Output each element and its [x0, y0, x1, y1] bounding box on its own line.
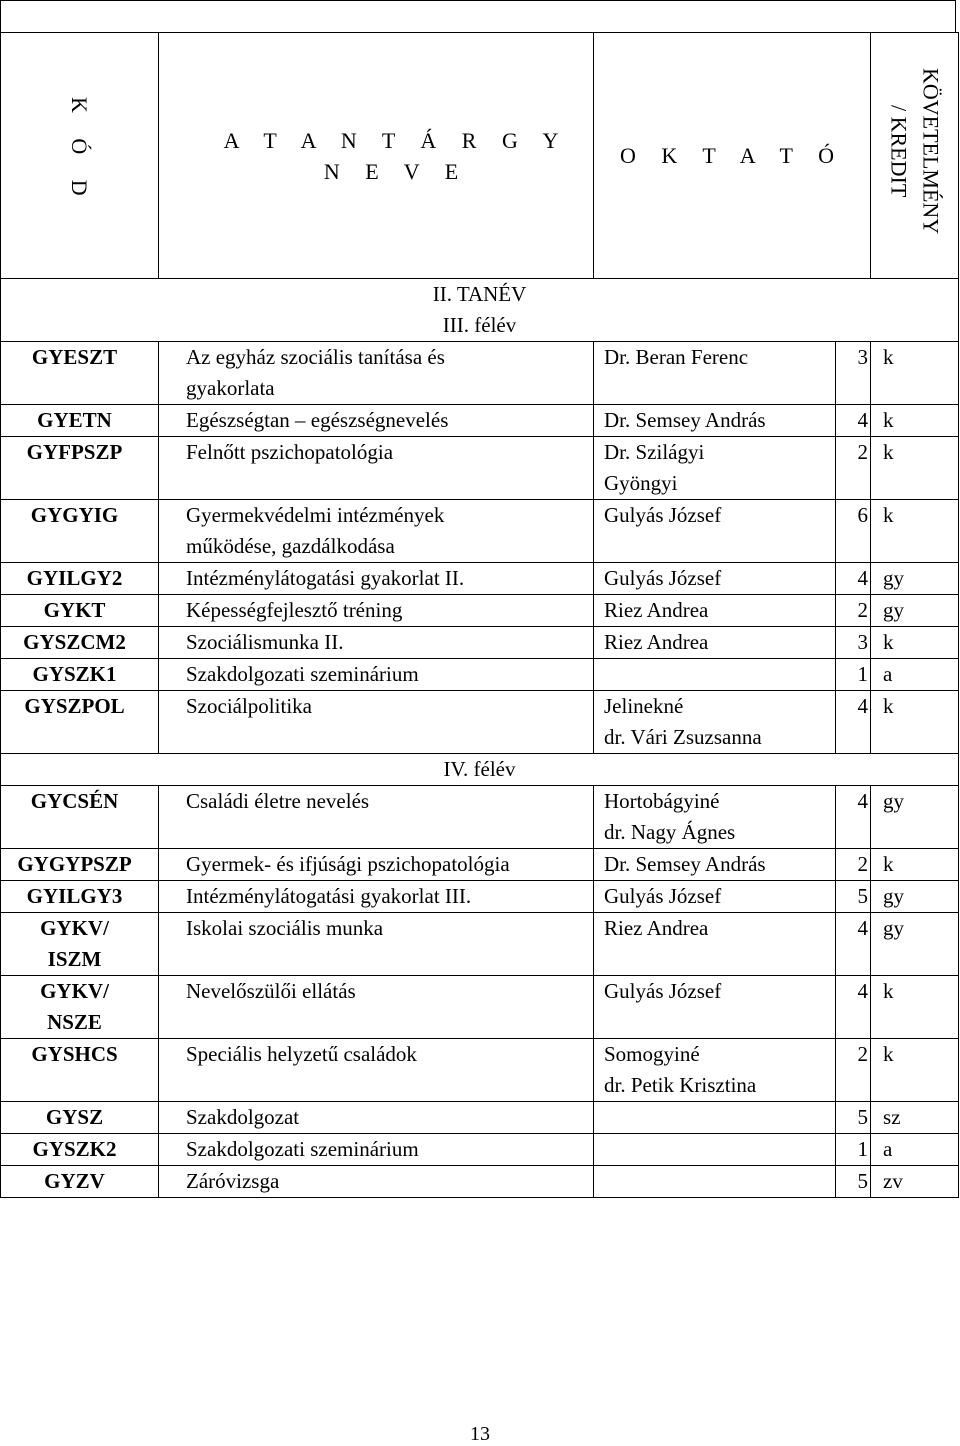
- section-tanev-label: II. TANÉV: [432, 282, 527, 306]
- table-row: [1, 786, 959, 849]
- header-kovetelmeny-cell: [871, 33, 959, 279]
- course-name: [159, 659, 594, 691]
- course-name: [159, 405, 594, 437]
- course-name-line: Szociálpolitika: [186, 694, 312, 718]
- course-code: GYILGY3: [1, 881, 159, 913]
- requirement-type: gy: [871, 881, 959, 913]
- page-number: 13: [470, 1423, 490, 1445]
- course-name: [159, 595, 594, 627]
- course-code-line: NSZE: [47, 1010, 102, 1034]
- credit-value: 4: [836, 563, 871, 595]
- course-name: [159, 1134, 594, 1166]
- table-row: [1, 1039, 959, 1102]
- right-border-stub: [955, 0, 956, 32]
- course-name-line: működése, gazdálkodása: [186, 534, 395, 558]
- course-code: GYSZPOL: [1, 691, 159, 754]
- course-code: GYGYPSZP: [1, 849, 159, 881]
- table-row: [1, 913, 959, 976]
- header-kovetelmeny-line2: / KREDIT: [886, 105, 912, 198]
- instructor-line: Dr. Semsey András: [604, 852, 766, 876]
- requirement-type: k: [871, 976, 959, 1039]
- instructor: [594, 1134, 836, 1166]
- header-kovetelmeny: [883, 68, 947, 234]
- instructor-line: Gulyás József: [604, 979, 722, 1003]
- credit-value: 5: [836, 881, 871, 913]
- course-name-line: Felnőtt pszichopatológia: [186, 440, 394, 464]
- requirement-type: k: [871, 500, 959, 563]
- course-code: GYGYIG: [1, 500, 159, 563]
- course-name-line: Gyermekvédelmi intézmények: [186, 503, 445, 527]
- table-row: [1, 437, 959, 500]
- requirement-type: a: [871, 659, 959, 691]
- credit-value: 2: [836, 595, 871, 627]
- instructor-line: dr. Vári Zsuzsanna: [604, 725, 762, 749]
- instructor-line: dr. Petik Krisztina: [604, 1073, 757, 1097]
- requirement-type: sz: [871, 1102, 959, 1134]
- course-name: [159, 342, 594, 405]
- instructor: [594, 437, 836, 500]
- requirement-type: k: [871, 849, 959, 881]
- instructor: [594, 627, 836, 659]
- header-tantargy-line2: N E V E: [323, 158, 469, 184]
- instructor: [594, 659, 836, 691]
- instructor: [594, 691, 836, 754]
- course-code: GYCSÉN: [1, 786, 159, 849]
- instructor-line: Gulyás József: [604, 503, 722, 527]
- requirement-type: k: [871, 342, 959, 405]
- course-name: [159, 500, 594, 563]
- table-row: [1, 595, 959, 627]
- instructor-line: Hortobágyiné: [604, 789, 720, 813]
- course-name: [159, 1102, 594, 1134]
- course-code-line: GYKV/: [40, 979, 109, 1003]
- credit-value: 4: [836, 691, 871, 754]
- course-name: [159, 1166, 594, 1198]
- credit-value: 6: [836, 500, 871, 563]
- instructor-line: Gyöngyi: [604, 471, 678, 495]
- instructor: [594, 881, 836, 913]
- table-row: [1, 500, 959, 563]
- course-name: [159, 563, 594, 595]
- instructor: [594, 976, 836, 1039]
- requirement-type: k: [871, 691, 959, 754]
- instructor-line: Dr. Beran Ferenc: [604, 345, 749, 369]
- table-row: [1, 691, 959, 754]
- requirement-type: gy: [871, 913, 959, 976]
- requirement-type: zv: [871, 1166, 959, 1198]
- requirement-type: gy: [871, 595, 959, 627]
- instructor: [594, 342, 836, 405]
- instructor-line: Riez Andrea: [604, 916, 709, 940]
- credit-value: 4: [836, 913, 871, 976]
- course-code: GYSZCM2: [1, 627, 159, 659]
- table-row: [1, 342, 959, 405]
- credit-value: 2: [836, 849, 871, 881]
- table-row: [1, 1102, 959, 1134]
- credit-value: 3: [836, 342, 871, 405]
- header-kod-cell: [1, 33, 159, 279]
- course-name-line: Szociálismunka II.: [186, 630, 344, 654]
- instructor: [594, 913, 836, 976]
- table-row: [1, 881, 959, 913]
- course-name: [159, 913, 594, 976]
- course-name-line: Szakdolgozat: [186, 1105, 300, 1129]
- course-name: [159, 627, 594, 659]
- course-name: [159, 691, 594, 754]
- section-tanev: [1, 279, 959, 342]
- credit-value: 5: [836, 1166, 871, 1198]
- course-name-line: Intézménylátogatási gyakorlat II.: [186, 566, 465, 590]
- course-name-line: Családi életre nevelés: [186, 789, 370, 813]
- table-row: [1, 405, 959, 437]
- course-name-line: Nevelőszülői ellátás: [186, 979, 356, 1003]
- course-code: GYSHCS: [1, 1039, 159, 1102]
- course-code: GYESZT: [1, 342, 159, 405]
- header-oktato-cell: [594, 33, 871, 279]
- header-kod: K Ó D: [67, 97, 92, 206]
- requirement-type: k: [871, 627, 959, 659]
- instructor: [594, 849, 836, 881]
- course-name-line: Intézménylátogatási gyakorlat III.: [186, 884, 472, 908]
- curriculum-table: [0, 32, 959, 1198]
- header-row: [1, 33, 959, 279]
- course-code: GYILGY2: [1, 563, 159, 595]
- section-felev-label: III. félév: [442, 313, 517, 337]
- requirement-type: k: [871, 405, 959, 437]
- course-code-line: ISZM: [47, 947, 102, 971]
- course-name-line: Gyermek- és ifjúsági pszichopatológia: [186, 852, 510, 876]
- table-row: [1, 627, 959, 659]
- course-name: [159, 786, 594, 849]
- course-name-line: Iskolai szociális munka: [186, 916, 384, 940]
- instructor-line: Gulyás József: [604, 566, 722, 590]
- header-tantargy-line1: A T A N T Á R G Y: [223, 127, 569, 153]
- course-code: GYETN: [1, 405, 159, 437]
- section-felev-label: IV. félév: [1, 754, 959, 786]
- course-code: GYSZK1: [1, 659, 159, 691]
- requirement-type: k: [871, 1039, 959, 1102]
- course-code: GYSZ: [1, 1102, 159, 1134]
- table-row: [1, 849, 959, 881]
- credit-value: 2: [836, 1039, 871, 1102]
- header-tantargy-cell: [159, 33, 594, 279]
- instructor: [594, 405, 836, 437]
- course-code: GYFPSZP: [1, 437, 159, 500]
- section-row: [1, 754, 959, 786]
- course-code: GYSZK2: [1, 1134, 159, 1166]
- credit-value: 1: [836, 659, 871, 691]
- credit-value: 4: [836, 405, 871, 437]
- course-name-line: Záróvizsga: [186, 1169, 280, 1193]
- credit-value: 4: [836, 976, 871, 1039]
- course-name-line: Speciális helyzetű családok: [186, 1042, 417, 1066]
- instructor-line: Dr. Szilágyi: [604, 440, 705, 464]
- instructor: [594, 1039, 836, 1102]
- course-name-line: Az egyház szociális tanítása és: [186, 345, 445, 369]
- course-name-line: Szakdolgozati szeminárium: [186, 662, 419, 686]
- table-row: [1, 563, 959, 595]
- instructor: [594, 563, 836, 595]
- course-name-line: Szakdolgozati szeminárium: [186, 1137, 419, 1161]
- table-row: [1, 976, 959, 1039]
- instructor: [594, 595, 836, 627]
- header-kovetelmeny-line1: KÖVETELMÉNY: [918, 68, 944, 235]
- course-name-line: gyakorlata: [186, 376, 275, 400]
- instructor: [594, 1102, 836, 1134]
- credit-value: 5: [836, 1102, 871, 1134]
- instructor-line: Dr. Semsey András: [604, 408, 766, 432]
- header-oktato: O K T A T Ó: [620, 143, 844, 168]
- table-row: [1, 659, 959, 691]
- instructor-line: Somogyiné: [604, 1042, 700, 1066]
- course-name: [159, 1039, 594, 1102]
- requirement-type: gy: [871, 786, 959, 849]
- course-name-line: Egészségtan – egészségnevelés: [186, 408, 449, 432]
- credit-value: 4: [836, 786, 871, 849]
- course-code: GYKT: [1, 595, 159, 627]
- table-row: [1, 1134, 959, 1166]
- instructor: [594, 1166, 836, 1198]
- table-row: [1, 1166, 959, 1198]
- course-code: GYZV: [1, 1166, 159, 1198]
- credit-value: 3: [836, 627, 871, 659]
- instructor-line: dr. Nagy Ágnes: [604, 820, 736, 844]
- course-name: [159, 881, 594, 913]
- course-code: [1, 913, 159, 976]
- course-name: [159, 976, 594, 1039]
- credit-value: 1: [836, 1134, 871, 1166]
- instructor-line: Riez Andrea: [604, 598, 709, 622]
- instructor: [594, 500, 836, 563]
- instructor-line: Riez Andrea: [604, 630, 709, 654]
- instructor: [594, 786, 836, 849]
- requirement-type: k: [871, 437, 959, 500]
- left-border-stub: [0, 0, 1, 32]
- instructor-line: Gulyás József: [604, 884, 722, 908]
- section-row: [1, 279, 959, 342]
- top-border: [0, 0, 956, 1]
- credit-value: 2: [836, 437, 871, 500]
- requirement-type: gy: [871, 563, 959, 595]
- course-name-line: Képességfejlesztő tréning: [186, 598, 403, 622]
- course-name: [159, 437, 594, 500]
- course-code: [1, 976, 159, 1039]
- course-name: [159, 849, 594, 881]
- instructor-line: Jelinekné: [604, 694, 684, 718]
- course-code-line: GYKV/: [40, 916, 109, 940]
- requirement-type: a: [871, 1134, 959, 1166]
